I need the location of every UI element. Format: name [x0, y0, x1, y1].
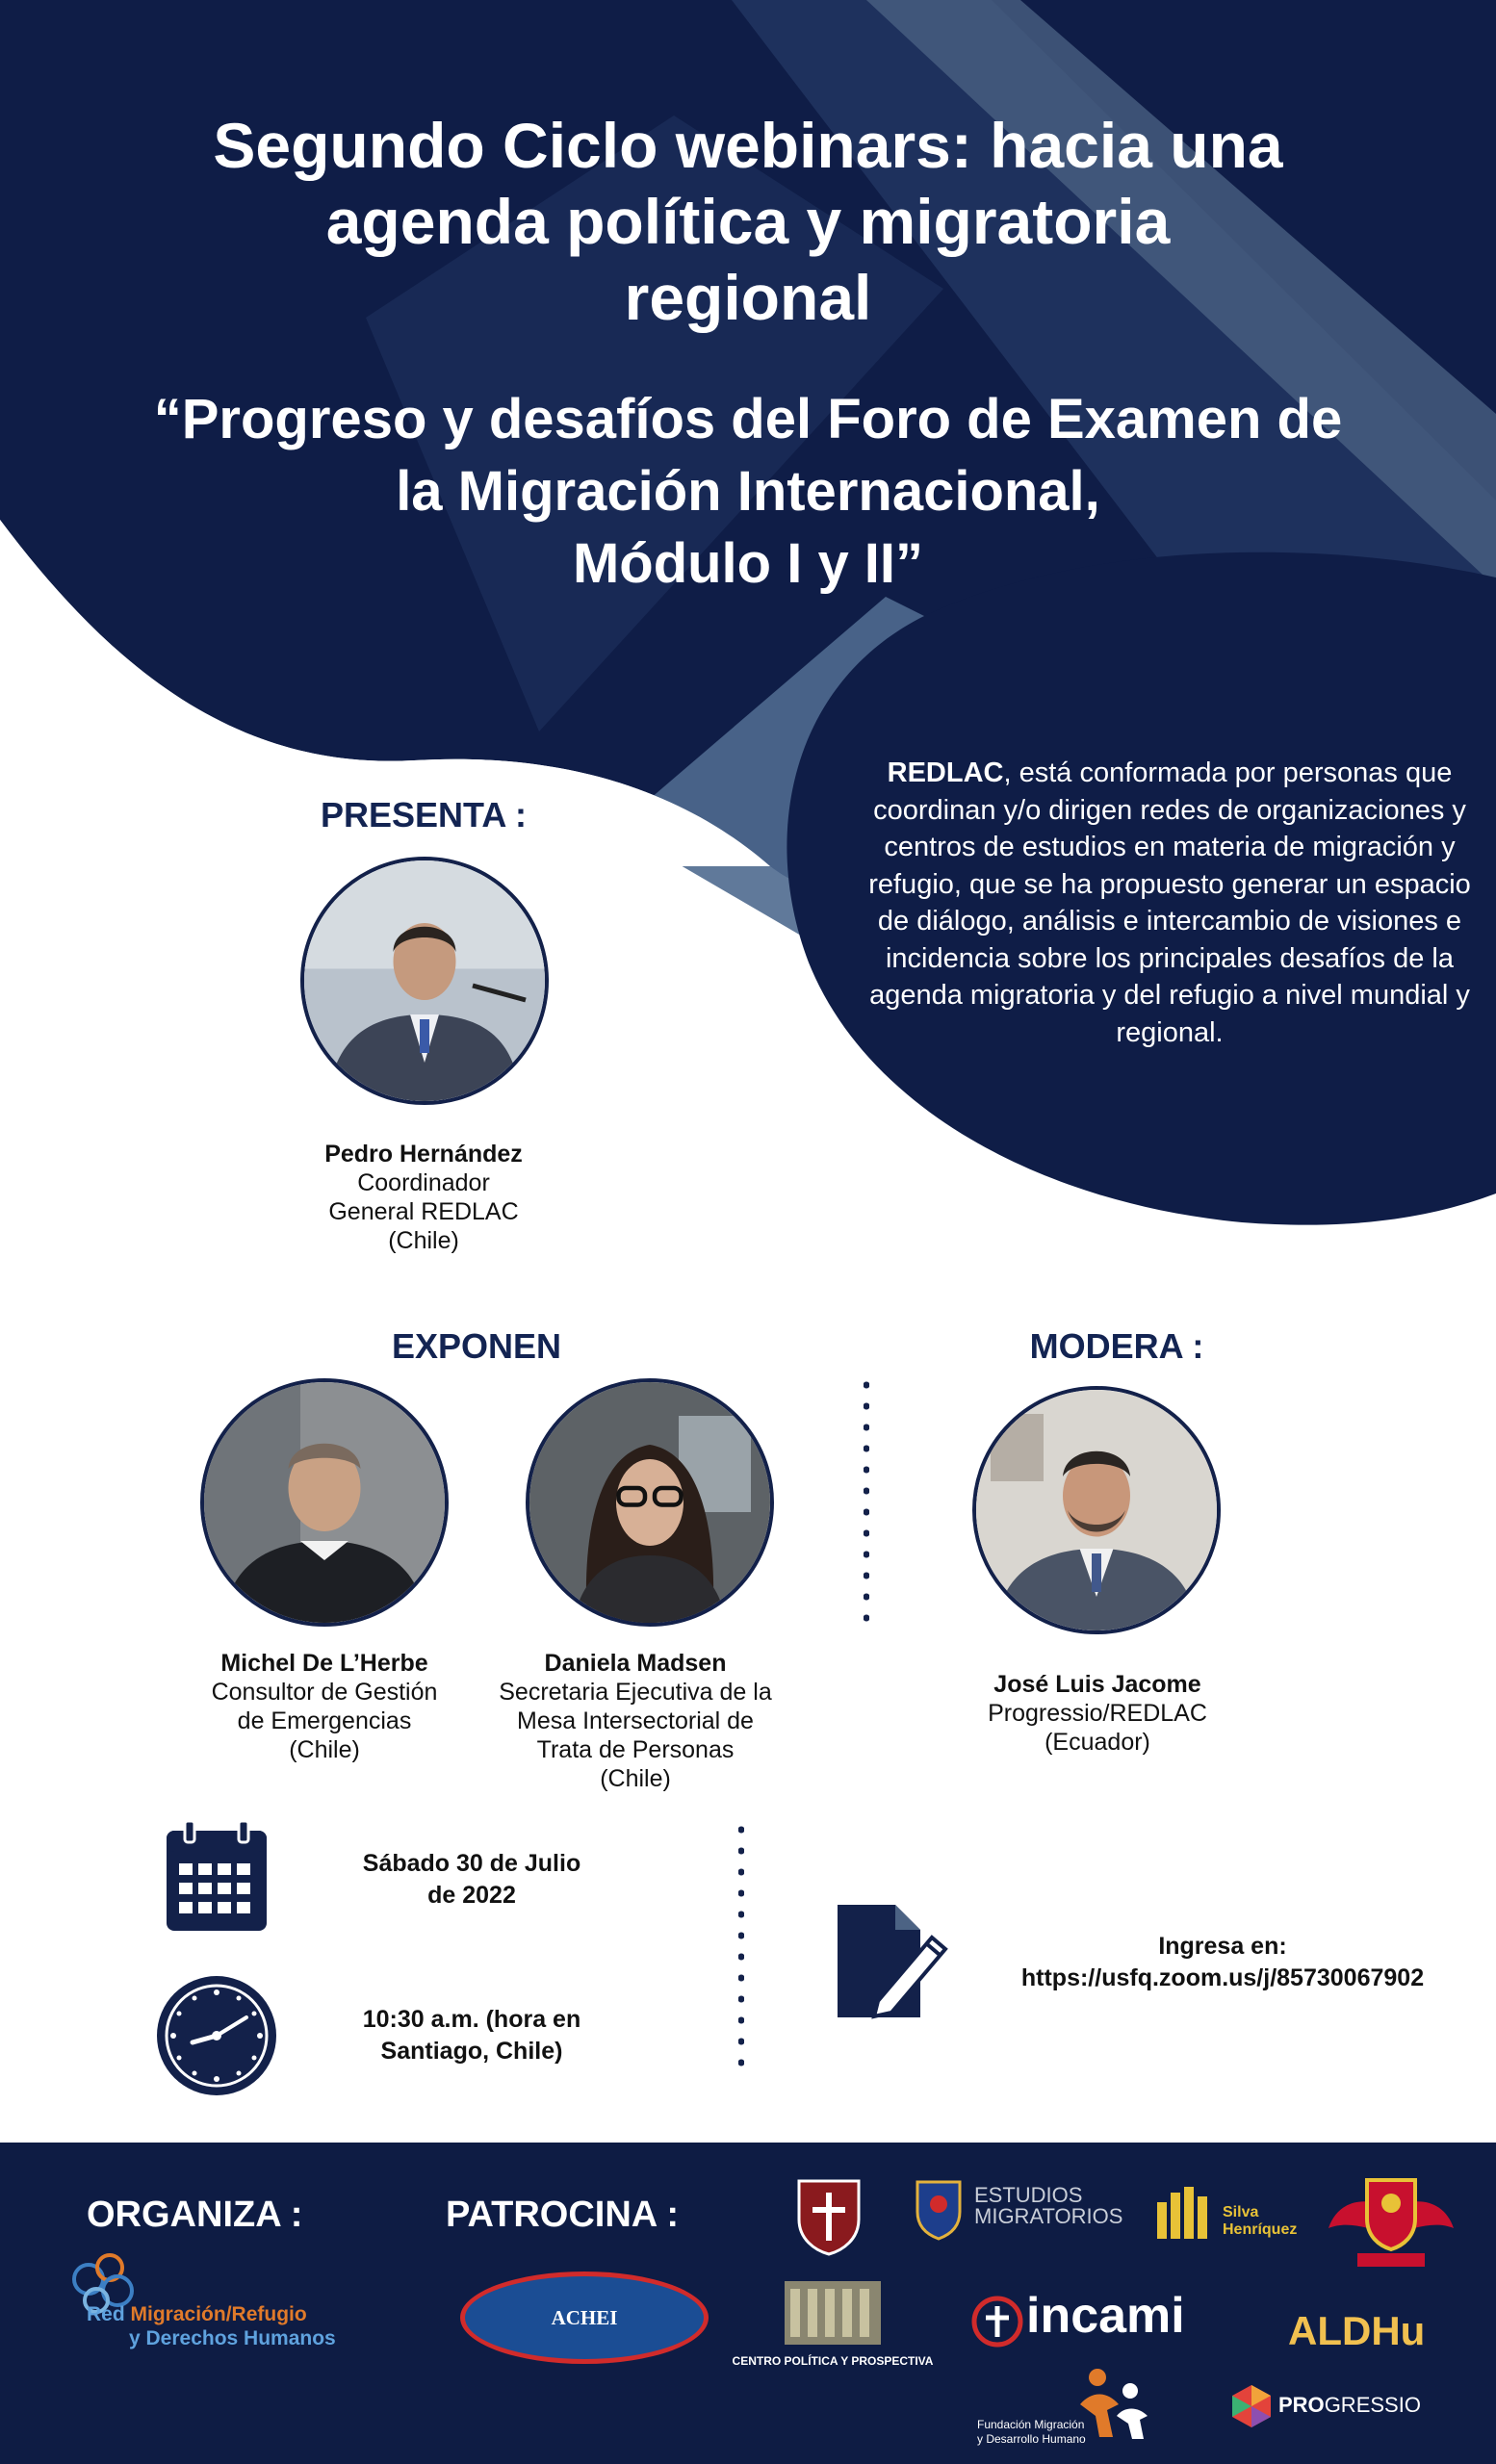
- subtitle-line: “Progreso y desafíos del Foro de Examen de: [153, 388, 1343, 450]
- modera-heading: MODERA :: [1029, 1326, 1204, 1366]
- join-url[interactable]: https://usfq.zoom.us/j/85730067902: [1020, 1964, 1425, 1991]
- estudios-line: MIGRATORIOS: [974, 2204, 1123, 2228]
- date-line: de 2022: [427, 1882, 516, 1909]
- date-line: Sábado 30 de Julio: [362, 1850, 581, 1877]
- subtitle-line: la Migración Internacional,: [396, 460, 1100, 523]
- dotted-separator: [738, 1819, 744, 2079]
- exponen-heading: EXPONEN: [391, 1326, 562, 1366]
- title-line: agenda política y migratoria: [325, 186, 1171, 257]
- patrocina-heading: PATROCINA :: [446, 2194, 680, 2235]
- achei-logo: [460, 2272, 709, 2364]
- fundacion-line: Fundación Migración: [977, 2418, 1085, 2431]
- redlac-description: [866, 755, 1473, 1051]
- event-subtitle: [58, 383, 1438, 600]
- estudios-migratorios-logo-text: [974, 2185, 1122, 2227]
- redlac-name: REDLAC: [887, 757, 1004, 788]
- speaker-name: Daniela Madsen: [544, 1650, 727, 1677]
- presenter-role-line: (Chile): [388, 1227, 459, 1254]
- time-line: 10:30 a.m. (hora en: [362, 2006, 581, 2033]
- presenter-name: Pedro Hernández: [324, 1141, 523, 1168]
- estudios-line: ESTUDIOS: [974, 2183, 1083, 2207]
- progressio-gressio: GRESSIO: [1324, 2393, 1421, 2417]
- fundacion-line: y Desarrollo Humano: [977, 2432, 1086, 2446]
- presenter-photo: [300, 857, 549, 1105]
- moderator-role-line: Progressio/REDLAC: [988, 1700, 1207, 1727]
- progressio-hexagon-icon: [1230, 2383, 1273, 2429]
- speaker-role-line: (Chile): [289, 1736, 360, 1763]
- silva-line: Silva: [1223, 2204, 1259, 2220]
- estudios-migratorios-shield-icon: [915, 2179, 963, 2241]
- incami-logo-text: incami: [1026, 2288, 1185, 2344]
- join-info: [972, 1931, 1473, 1994]
- progressio-logo-text: [1278, 2393, 1421, 2418]
- presenter-info: [250, 1140, 597, 1255]
- progressio-pro: PRO: [1278, 2393, 1325, 2417]
- speaker-role-line: de Emergencias: [237, 1707, 412, 1734]
- speaker-info-daniela: [462, 1649, 809, 1793]
- presenter-role-line: Coordinador: [357, 1169, 490, 1196]
- redlac-text: , está conformada por personas que coordinan y/o dirigen redes de organizaciones y centros de estudios en materia de migración y refugio, que se ha propuesto generar un espacio de diálogo, análisis e intercambio de visiones e incidencia sobre los principales desafíos de la agenda migratoria y del refugio a nivel mundial y regional.: [868, 757, 1471, 1048]
- university-shield-icon: [795, 2177, 863, 2256]
- speaker-role-line: Secretaria Ejecutiva de la: [499, 1679, 772, 1706]
- document-pen-icon: [834, 1901, 949, 2021]
- title-line: Segundo Ciclo webinars: hacia una: [213, 110, 1283, 181]
- moderator-role-line: (Ecuador): [1045, 1729, 1150, 1756]
- dotted-separator: [864, 1374, 869, 1634]
- silva-line: Henríquez: [1223, 2221, 1298, 2238]
- presenta-heading: PRESENTA :: [320, 795, 527, 834]
- red-migracion-logo-text: [87, 2302, 375, 2350]
- time-line: Santiago, Chile): [380, 2038, 563, 2065]
- calendar-icon: [164, 1819, 270, 1935]
- moderator-photo: [972, 1386, 1221, 1634]
- speaker-role-line: Trata de Personas: [536, 1736, 735, 1763]
- speaker-photo-daniela: [526, 1378, 774, 1627]
- achei-logo-text: ACHEI: [551, 2305, 618, 2329]
- moderator-info: [924, 1670, 1271, 1757]
- presenter-role-line: General REDLAC: [328, 1198, 519, 1225]
- red-migracion-red: Red: [87, 2303, 131, 2325]
- red-migracion-derechos: y Derechos Humanos: [129, 2327, 336, 2349]
- speaker-role-line: Mesa Intersectorial de: [517, 1707, 754, 1734]
- moderator-name: José Luis Jacome: [993, 1671, 1201, 1698]
- title-line: regional: [624, 262, 872, 333]
- silva-henriquez-logo-text: [1223, 2204, 1297, 2239]
- usfq-crest-icon: [1319, 2161, 1463, 2276]
- centro-politica-logo-text: CENTRO POLÍTICA Y PROSPECTIVA: [732, 2354, 934, 2368]
- event-title: [58, 108, 1438, 336]
- organiza-heading: ORGANIZA :: [87, 2194, 303, 2235]
- aldhu-logo-text: ALDHu: [1288, 2308, 1426, 2353]
- clock-icon: [154, 1973, 279, 2098]
- speaker-info-michel: [144, 1649, 504, 1764]
- event-time: [327, 2004, 616, 2067]
- subtitle-line: Módulo I y II”: [572, 532, 924, 595]
- incami-cross-icon: [970, 2295, 1024, 2348]
- speaker-name: Michel De L’Herbe: [220, 1650, 428, 1677]
- centro-politica-building-icon: [785, 2281, 881, 2345]
- join-label: Ingresa en:: [1158, 1933, 1287, 1960]
- speaker-photo-michel: [200, 1378, 449, 1627]
- silva-henriquez-icon: [1155, 2183, 1217, 2241]
- red-migracion-migracion: Migración/Refugio: [130, 2303, 307, 2325]
- event-date: [327, 1848, 616, 1912]
- speaker-role-line: Consultor de Gestión: [211, 1679, 438, 1706]
- speaker-role-line: (Chile): [600, 1765, 671, 1792]
- fundacion-logo-text: [977, 2418, 1086, 2447]
